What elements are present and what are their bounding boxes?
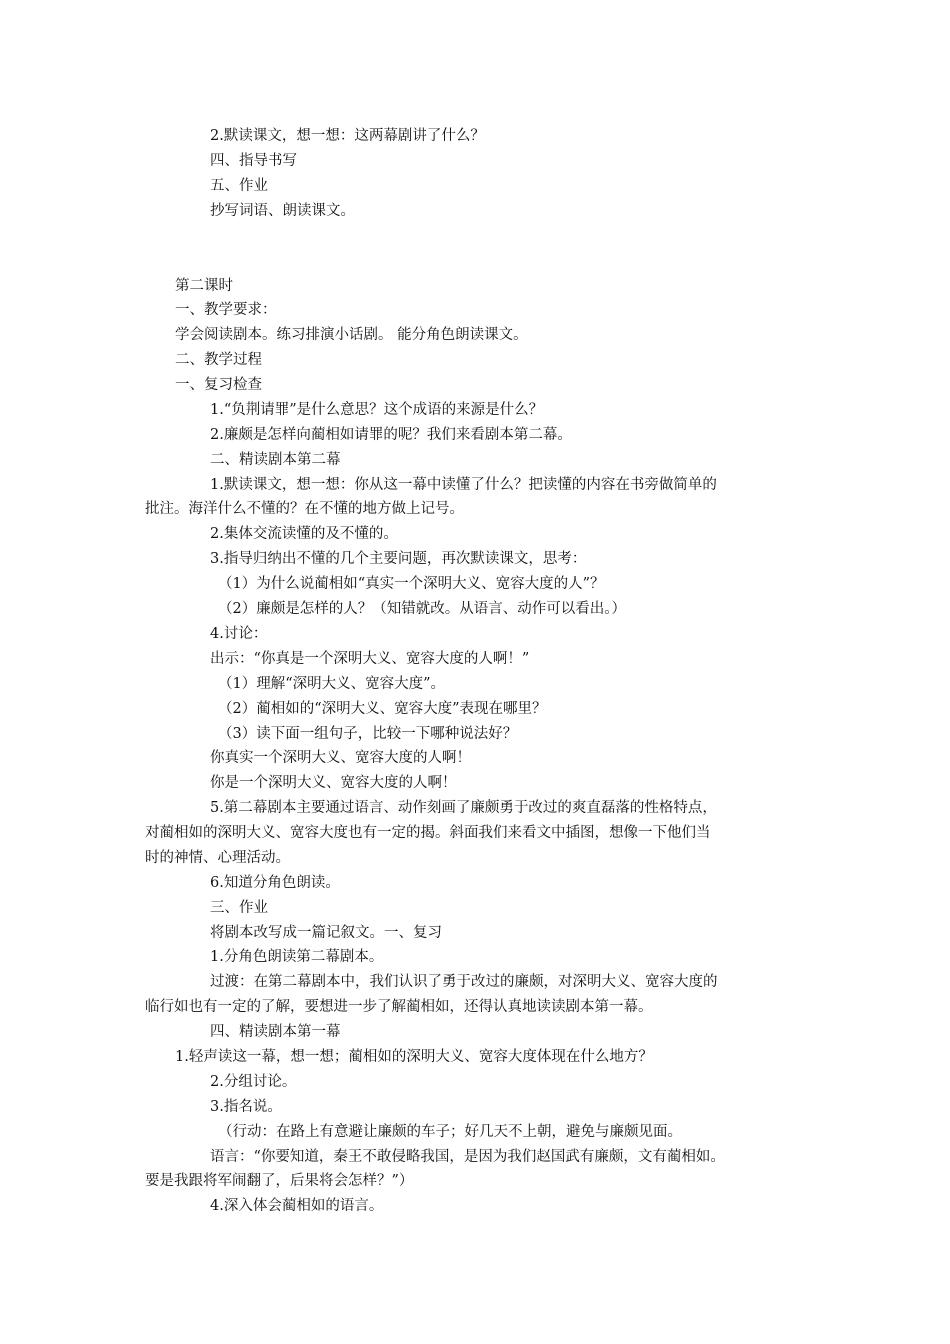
lesson-title: 第二课时 xyxy=(175,278,233,294)
text-line: 4.深入体会蔺相如的语言。 xyxy=(210,1198,384,1214)
text-line: 3.指导归纳出不懂的几个主要问题，再次默读课文，思考： xyxy=(210,551,587,567)
text-line: 6.知道分角色朗读。 xyxy=(210,875,340,891)
text-line: 2.集体交流读懂的及不懂的。 xyxy=(210,526,398,542)
text-line: 临行如也有一定的了解，要想进一步了解蔺相如，还得认真地读读剧本第一幕。 xyxy=(145,999,653,1015)
text-line: 1.轻声读这一幕，想一想；蔺相如的深明大义、宽容大度体现在什么地方？ xyxy=(175,1049,653,1065)
text-line: （1）理解“深明大义、宽容大度”。 xyxy=(218,676,446,692)
text-line: 时的神情、心理活动。 xyxy=(145,850,290,866)
text-line: 你真实一个深明大义、宽容大度的人啊！ xyxy=(210,750,471,766)
text-line: 学会阅读剧本。练习排演小话剧。 能分角色朗读课文。 xyxy=(175,327,528,343)
section-heading: 二、教学过程 xyxy=(175,352,262,368)
text-line: 对蔺相如的深明大义、宽容大度也有一定的揭。斜面我们来看文中插图，想像一下他们当 xyxy=(145,825,711,841)
text-line: 2.默读课文，想一想：这两幕剧讲了什么？ xyxy=(210,128,485,144)
text-line: （2）蔺相如的“深明大义、宽容大度”表现在哪里？ xyxy=(218,701,547,717)
text-line: 语言：“你要知道，秦王不敢侵略我国，是因为我们赵国武有廉颇，文有蔺相如。 xyxy=(210,1149,725,1165)
text-line: 5.第二幕剧本主要通过语言、动作刻画了廉颇勇于改过的爽直磊落的性格特点， xyxy=(210,800,717,816)
text-line: （3）读下面一组句子，比较一下哪种说法好？ xyxy=(218,726,518,742)
text-line: （行动：在路上有意避让廉颇的车子；好几天不上朝，避免与廉颇见面。 xyxy=(218,1124,682,1140)
section-heading: 四、精读剧本第一幕 xyxy=(210,1024,341,1040)
text-line: 2.分组讨论。 xyxy=(210,1074,297,1090)
section-heading: 一、教学要求： xyxy=(175,302,277,318)
text-line: （1）为什么说蔺相如“真实一个深明大义、宽容大度的人”？ xyxy=(218,576,605,592)
section-heading: 五、作业 xyxy=(210,178,268,194)
text-line: 出示：“你真是一个深明大义、宽容大度的人啊！” xyxy=(210,651,530,667)
section-heading: 二、精读剧本第二幕 xyxy=(210,452,341,468)
text-line: 你是一个深明大义、宽容大度的人啊！ xyxy=(210,775,457,791)
section-heading: 四、指导书写 xyxy=(210,153,297,169)
text-line: 1.分角色朗读第二幕剧本。 xyxy=(210,949,384,965)
text-line: 过渡：在第二幕剧本中，我们认识了勇于改过的廉颇，对深明大义、宽容大度的 xyxy=(210,974,718,990)
text-line: 抄写词语、朗读课文。 xyxy=(210,203,355,219)
text-line: 将剧本改写成一篇记叙文。一、复习 xyxy=(210,925,442,941)
text-line: （2）廉颇是怎样的人？（知错就改。从语言、动作可以看出。） xyxy=(218,601,626,617)
text-line: 1.“负荆请罪”是什么意思？这个成语的来源是什么？ xyxy=(210,402,544,418)
section-heading: 三、作业 xyxy=(210,900,268,916)
text-line: 4.讨论： xyxy=(210,626,268,642)
text-line: 2.廉颇是怎样向蔺相如请罪的呢？我们来看剧本第二幕。 xyxy=(210,427,572,443)
section-heading: 一、复习检查 xyxy=(175,377,262,393)
text-line: 1.默读课文，想一想：你从这一幕中读懂了什么？把读懂的内容在书旁做简单的 xyxy=(210,477,717,493)
text-line: 要是我跟将军闹翻了，后果将会怎样？”） xyxy=(145,1173,414,1189)
text-line: 批注。海洋什么不懂的？在不懂的地方做上记号。 xyxy=(145,501,464,517)
text-line: 3.指名说。 xyxy=(210,1099,282,1115)
